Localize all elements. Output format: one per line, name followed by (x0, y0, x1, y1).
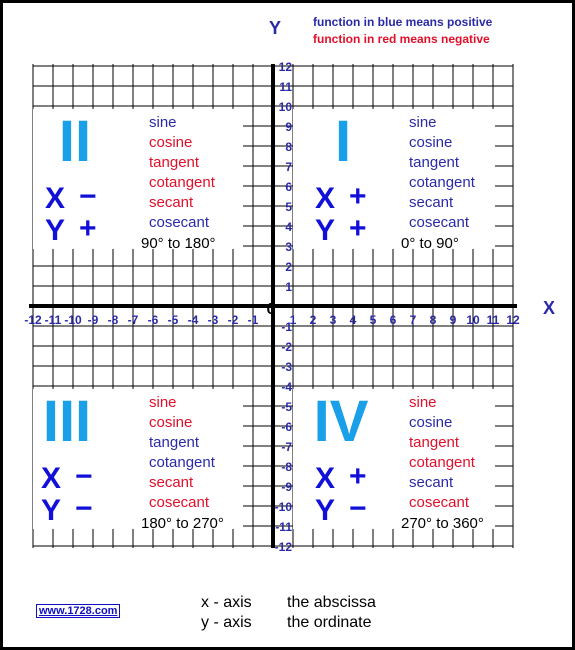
y-tick-label: 9 (285, 120, 292, 134)
trig-function-label: cosecant (409, 494, 470, 511)
trig-function-label: sine (409, 394, 437, 411)
y-sign-letter: Y (315, 214, 336, 247)
quadrant-numeral: I (334, 109, 352, 174)
x-tick-label: -3 (207, 313, 219, 327)
trig-function-label: secant (409, 474, 454, 491)
y-tick-label: -5 (281, 400, 292, 414)
x-axis-definition: the abscissa (287, 594, 376, 611)
x-tick-label: 10 (466, 313, 480, 327)
trig-function-label: sine (149, 114, 177, 131)
y-tick-label: -2 (281, 340, 292, 354)
x-sign-symbol: − (79, 180, 97, 213)
quadrant-numeral: III (42, 389, 92, 454)
x-tick-label: 3 (329, 313, 337, 327)
angle-range-label: 270° to 360° (401, 515, 484, 532)
x-tick-label: 9 (449, 313, 457, 327)
trig-function-label: cosine (409, 134, 453, 151)
y-sign-symbol: + (349, 212, 367, 245)
y-tick-label: -9 (281, 480, 292, 494)
trig-function-label: cotangent (149, 174, 215, 191)
y-axis-term: y - axis (201, 614, 252, 631)
x-tick-label: -4 (187, 313, 199, 327)
x-tick-label: 6 (389, 313, 397, 327)
coordinate-plane (3, 3, 572, 647)
trig-function-label: secant (149, 194, 194, 211)
x-tick-label: 1 (289, 313, 297, 327)
x-tick-label: -7 (127, 313, 139, 327)
y-tick-label: 7 (285, 160, 292, 174)
x-tick-label: 5 (369, 313, 377, 327)
y-tick-label: 11 (279, 80, 292, 94)
x-tick-label: -8 (107, 313, 119, 327)
trig-function-label: cosine (149, 134, 193, 151)
trig-function-label: cosecant (149, 494, 210, 511)
legend-negative: function in red means negative (313, 32, 490, 46)
x-tick-label: -12 (24, 313, 42, 327)
y-tick-label: 5 (285, 200, 292, 214)
trig-function-label: sine (149, 394, 177, 411)
x-axis-label: X (542, 298, 556, 318)
x-tick-label: 2 (309, 313, 317, 327)
y-tick-label: 4 (285, 220, 292, 234)
trig-function-label: cosine (409, 414, 453, 431)
y-tick-label: -1 (281, 320, 292, 334)
x-sign-symbol: + (349, 460, 367, 493)
y-tick-label: 6 (285, 180, 292, 194)
trig-function-label: cotangent (409, 174, 475, 191)
x-tick-label: 8 (429, 313, 437, 327)
angle-range-label: 180° to 270° (141, 515, 224, 532)
y-sign-letter: Y (41, 494, 62, 527)
x-tick-label: -10 (64, 313, 82, 327)
x-sign-letter: X (45, 182, 66, 215)
y-tick-label: 2 (285, 260, 292, 274)
x-sign-letter: X (315, 182, 336, 215)
trig-function-label: tangent (409, 434, 460, 451)
origin-label: 0 (266, 301, 276, 318)
y-sign-letter: Y (45, 214, 66, 247)
y-tick-label: -7 (281, 440, 292, 454)
y-axis-definition: the ordinate (287, 614, 372, 631)
y-tick-label: 8 (285, 140, 292, 154)
trig-function-label: tangent (149, 154, 200, 171)
x-tick-label: -5 (167, 313, 179, 327)
y-tick-label: -8 (281, 460, 292, 474)
x-sign-letter: X (41, 462, 62, 495)
x-tick-label: 7 (409, 313, 417, 327)
x-tick-label: 11 (486, 313, 500, 327)
trig-function-label: tangent (409, 154, 460, 171)
y-tick-label: -3 (281, 360, 292, 374)
y-tick-label: 12 (278, 60, 292, 74)
y-tick-label: -11 (275, 520, 292, 534)
quadrant-numeral: II (58, 109, 92, 174)
y-tick-label: 3 (285, 240, 292, 254)
diagram-canvas (3, 3, 572, 647)
trig-function-label: tangent (149, 434, 200, 451)
y-tick-label: 10 (278, 100, 292, 114)
y-tick-label: -12 (274, 540, 292, 554)
trig-function-label: secant (149, 474, 194, 491)
trig-function-label: cosecant (149, 214, 210, 231)
x-tick-label: 4 (349, 313, 357, 327)
x-tick-label: -6 (147, 313, 159, 327)
x-tick-label: -9 (87, 313, 99, 327)
trig-function-label: secant (409, 194, 454, 211)
trig-function-label: cotangent (409, 454, 475, 471)
trig-function-label: cotangent (149, 454, 215, 471)
y-tick-label: -6 (281, 420, 292, 434)
angle-range-label: 0° to 90° (401, 235, 459, 252)
x-tick-label: 12 (506, 313, 520, 327)
y-sign-letter: Y (315, 494, 336, 527)
y-tick-label: -10 (274, 500, 292, 514)
trig-function-label: cosecant (409, 214, 470, 231)
legend-positive: function in blue means positive (313, 15, 493, 29)
site-link[interactable]: www.1728.com (36, 604, 120, 618)
trig-function-label: sine (409, 114, 437, 131)
y-axis-label: Y (268, 18, 282, 38)
angle-range-label: 90° to 180° (141, 235, 216, 252)
x-sign-letter: X (315, 462, 336, 495)
x-axis-term: x - axis (201, 594, 252, 611)
quadrant-numeral: IV (313, 389, 369, 454)
y-tick-label: -4 (281, 380, 292, 394)
y-sign-symbol: − (75, 492, 93, 525)
x-tick-label: -11 (44, 313, 62, 327)
x-sign-symbol: + (349, 180, 367, 213)
y-sign-symbol: − (349, 492, 367, 525)
y-sign-symbol: + (79, 212, 97, 245)
trig-function-label: cosine (149, 414, 193, 431)
x-tick-label: -1 (247, 313, 259, 327)
x-sign-symbol: − (75, 460, 93, 493)
y-tick-label: 1 (285, 280, 292, 294)
x-tick-label: -2 (227, 313, 239, 327)
